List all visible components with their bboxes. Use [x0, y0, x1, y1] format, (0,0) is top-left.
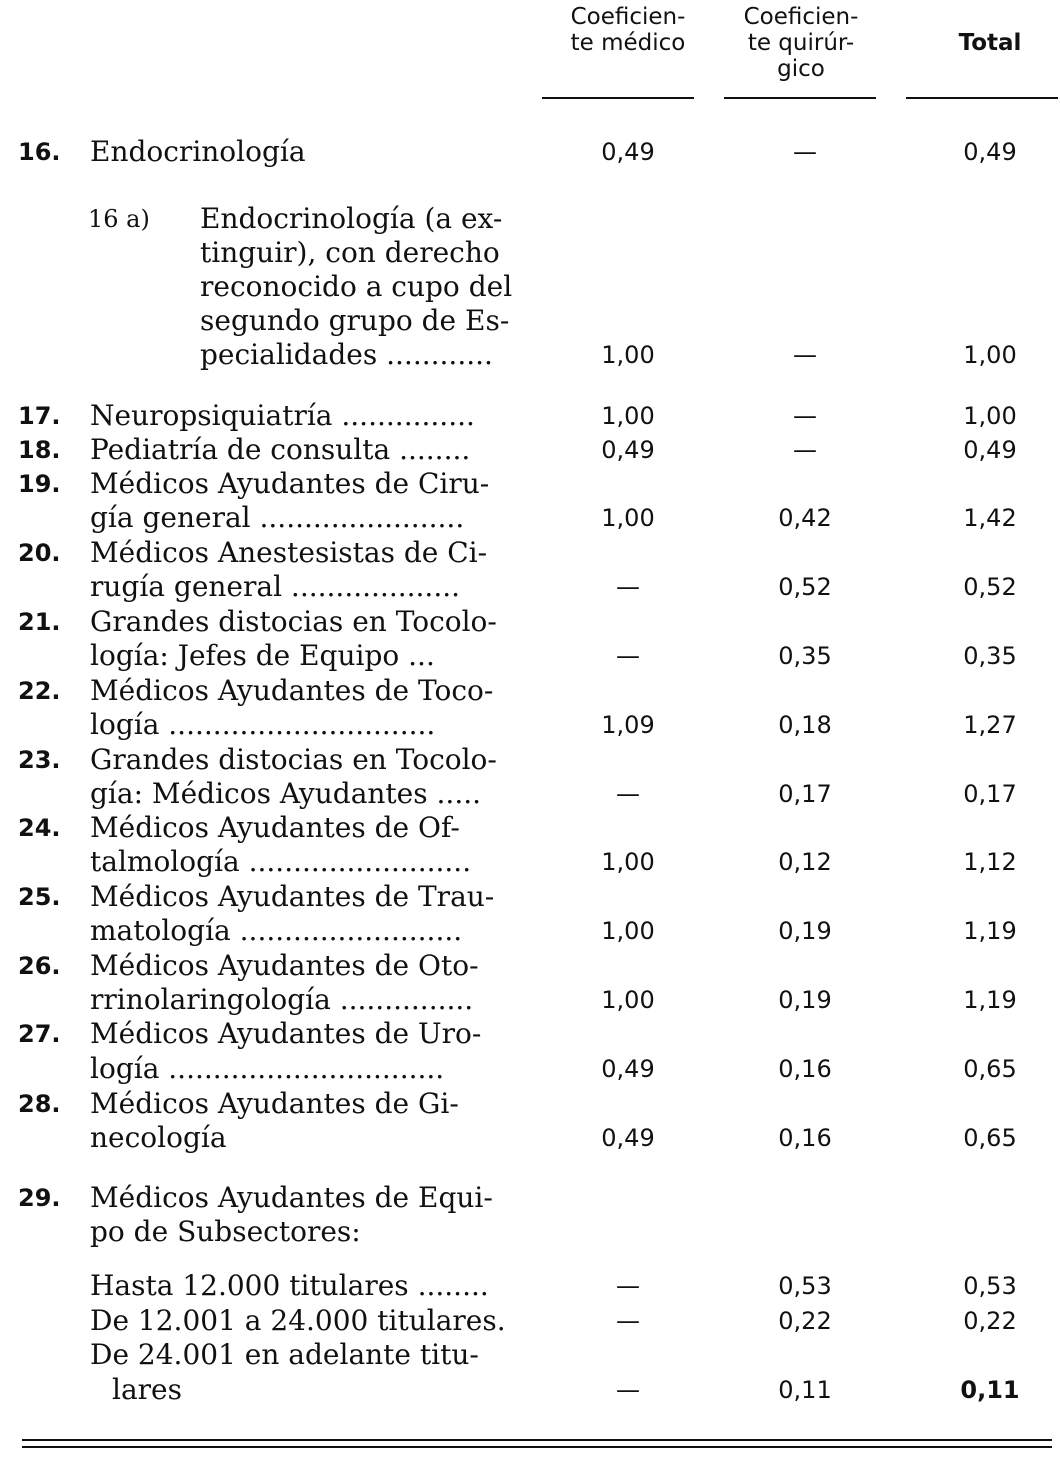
- table-row: [0, 709, 1060, 741]
- coef-medico-value: —: [616, 573, 640, 601]
- table-row: [0, 1216, 1060, 1248]
- total-value: 0,53: [963, 1272, 1017, 1300]
- row-number: 18.: [18, 436, 61, 464]
- table-row: [0, 1122, 1060, 1154]
- row-number: 27.: [18, 1020, 61, 1048]
- total-value: 0,49: [963, 138, 1017, 166]
- row-label: Médicos Ayudantes de Toco-: [90, 674, 494, 707]
- coef-quirurgico-value: 0,52: [778, 573, 832, 601]
- table-row: [0, 915, 1060, 947]
- total-value: 0,11: [960, 1376, 1020, 1404]
- row-label: Médicos Anestesistas de Ci-: [90, 536, 488, 569]
- row-label: Hasta 12.000 titulares ........: [90, 1269, 489, 1302]
- row-label: Grandes distocias en Tocolo-: [90, 743, 497, 776]
- row-subnumber: 16 a): [88, 205, 150, 233]
- table-row: [0, 434, 1060, 466]
- coef-medico-value: 1,00: [601, 917, 655, 945]
- row-label: necología: [90, 1121, 227, 1154]
- row-label: Grandes distocias en Tocolo-: [90, 605, 497, 638]
- total-value: 1,42: [963, 504, 1017, 532]
- row-label: De 24.001 en adelante titu-: [90, 1338, 479, 1371]
- table-row: [0, 606, 1060, 638]
- row-label: tinguir), con derecho: [200, 236, 500, 269]
- total-value: 0,22: [963, 1307, 1017, 1335]
- row-number: 21.: [18, 608, 61, 636]
- row-label: lares: [112, 1373, 182, 1406]
- table-row: [0, 778, 1060, 810]
- coef-medico-value: 0,49: [601, 138, 655, 166]
- table-row: [0, 271, 1060, 303]
- row-label: Endocrinología (a ex-: [200, 202, 503, 235]
- row-label: po de Subsectores:: [90, 1215, 361, 1248]
- table-row: [0, 1374, 1060, 1406]
- row-label: gía: Médicos Ayudantes .....: [90, 777, 482, 810]
- row-label: matología .........................: [90, 914, 463, 947]
- row-label: talmología .........................: [90, 845, 472, 878]
- header-underline-medico: [542, 97, 694, 99]
- total-value: 1,19: [963, 917, 1017, 945]
- coef-medico-value: —: [616, 1376, 640, 1404]
- row-label: Médicos Ayudantes de Uro-: [90, 1017, 482, 1050]
- table-row: [0, 468, 1060, 500]
- row-label: rugía general ...................: [90, 570, 461, 603]
- bottom-rule: [22, 1439, 1052, 1441]
- table-row: [0, 1339, 1060, 1371]
- header-total: Total: [958, 30, 1022, 56]
- table-row: [0, 537, 1060, 569]
- table-row: [0, 1305, 1060, 1337]
- header-underline-quirurgico: [724, 97, 876, 99]
- coef-medico-value: 0,49: [601, 1124, 655, 1152]
- row-number: 26.: [18, 952, 61, 980]
- row-number: 17.: [18, 402, 61, 430]
- total-value: 0,65: [963, 1055, 1017, 1083]
- row-number: 23.: [18, 746, 61, 774]
- table-row: [0, 675, 1060, 707]
- coef-quirurgico-value: 0,12: [778, 848, 832, 876]
- coef-medico-value: —: [616, 1272, 640, 1300]
- row-label: Médicos Ayudantes de Gi-: [90, 1087, 459, 1120]
- table-row: [0, 881, 1060, 913]
- table-row: [0, 203, 1060, 235]
- coef-quirurgico-value: 0,16: [778, 1055, 832, 1083]
- coef-medico-value: 1,00: [601, 504, 655, 532]
- table-row: [0, 571, 1060, 603]
- coef-quirurgico-value: 0,17: [778, 780, 832, 808]
- table-row: [0, 400, 1060, 432]
- table-row: [0, 1182, 1060, 1214]
- row-label: pecialidades ............: [200, 338, 493, 371]
- coef-quirurgico-value: 0,35: [778, 642, 832, 670]
- row-number: 19.: [18, 470, 61, 498]
- row-label: Médicos Ayudantes de Oto-: [90, 949, 479, 982]
- coef-quirurgico-value: —: [793, 138, 817, 166]
- table-row: [0, 812, 1060, 844]
- total-value: 0,17: [963, 780, 1017, 808]
- row-label: Neuropsiquiatría ...............: [90, 399, 475, 432]
- table-row: [0, 339, 1060, 371]
- header-coeficiente-quirurgico: Coeficien- te quirúr- gico: [743, 4, 859, 82]
- coef-medico-value: 1,00: [601, 402, 655, 430]
- coef-quirurgico-value: —: [793, 341, 817, 369]
- row-label: Médicos Ayudantes de Of-: [90, 811, 460, 844]
- coef-medico-value: —: [616, 780, 640, 808]
- total-value: 0,52: [963, 573, 1017, 601]
- row-number: 24.: [18, 814, 61, 842]
- coef-quirurgico-value: —: [793, 436, 817, 464]
- total-value: 0,49: [963, 436, 1017, 464]
- table-row: [0, 744, 1060, 776]
- row-label: logía: Jefes de Equipo ...: [90, 639, 435, 672]
- row-label: segundo grupo de Es-: [200, 304, 510, 337]
- coef-quirurgico-value: 0,53: [778, 1272, 832, 1300]
- total-value: 1,12: [963, 848, 1017, 876]
- row-number: 20.: [18, 539, 61, 567]
- bottom-rule: [22, 1446, 1052, 1448]
- row-number: 29.: [18, 1184, 61, 1212]
- row-label: Pediatría de consulta ........: [90, 433, 471, 466]
- table-row: [0, 502, 1060, 534]
- header-underline-total: [906, 97, 1058, 99]
- coef-quirurgico-value: 0,18: [778, 711, 832, 739]
- row-label: rrinolaringología ...............: [90, 983, 474, 1016]
- coef-medico-value: 1,00: [601, 986, 655, 1014]
- row-label: Médicos Ayudantes de Ciru-: [90, 467, 490, 500]
- total-value: 1,27: [963, 711, 1017, 739]
- table-row: [0, 136, 1060, 168]
- row-label: gía general .......................: [90, 501, 465, 534]
- coef-medico-value: 0,49: [601, 1055, 655, 1083]
- row-label: logía ..............................: [90, 708, 436, 741]
- coef-medico-value: 1,00: [601, 341, 655, 369]
- table-row: [0, 1018, 1060, 1050]
- table-row: [0, 1088, 1060, 1120]
- row-label: logía ...............................: [90, 1052, 445, 1085]
- row-label: Médicos Ayudantes de Trau-: [90, 880, 495, 913]
- table-row: [0, 1053, 1060, 1085]
- table-row: [0, 846, 1060, 878]
- row-label: reconocido a cupo del: [200, 270, 513, 303]
- coef-quirurgico-value: 0,11: [778, 1376, 832, 1404]
- row-label: Endocrinología: [90, 135, 306, 168]
- total-value: 1,19: [963, 986, 1017, 1014]
- total-value: 0,65: [963, 1124, 1017, 1152]
- row-number: 28.: [18, 1090, 61, 1118]
- coef-medico-value: —: [616, 642, 640, 670]
- total-value: 1,00: [963, 402, 1017, 430]
- table-row: [0, 950, 1060, 982]
- row-label: De 12.001 a 24.000 titulares.: [90, 1304, 506, 1337]
- coef-medico-value: 1,09: [601, 711, 655, 739]
- coef-quirurgico-value: 0,22: [778, 1307, 832, 1335]
- coef-quirurgico-value: 0,19: [778, 917, 832, 945]
- row-label: Médicos Ayudantes de Equi-: [90, 1181, 493, 1214]
- coef-medico-value: —: [616, 1307, 640, 1335]
- table-row: [0, 640, 1060, 672]
- table-row: [0, 305, 1060, 337]
- total-value: 1,00: [963, 341, 1017, 369]
- coef-quirurgico-value: 0,16: [778, 1124, 832, 1152]
- coef-medico-value: 0,49: [601, 436, 655, 464]
- row-number: 25.: [18, 883, 61, 911]
- table-row: [0, 1270, 1060, 1302]
- coef-quirurgico-value: 0,19: [778, 986, 832, 1014]
- coef-quirurgico-value: 0,42: [778, 504, 832, 532]
- coef-quirurgico-value: —: [793, 402, 817, 430]
- coef-medico-value: 1,00: [601, 848, 655, 876]
- total-value: 0,35: [963, 642, 1017, 670]
- row-number: 16.: [18, 138, 61, 166]
- row-number: 22.: [18, 677, 61, 705]
- header-coeficiente-medico: Coeficien- te médico: [570, 4, 686, 56]
- table-row: [0, 984, 1060, 1016]
- table-row: [0, 237, 1060, 269]
